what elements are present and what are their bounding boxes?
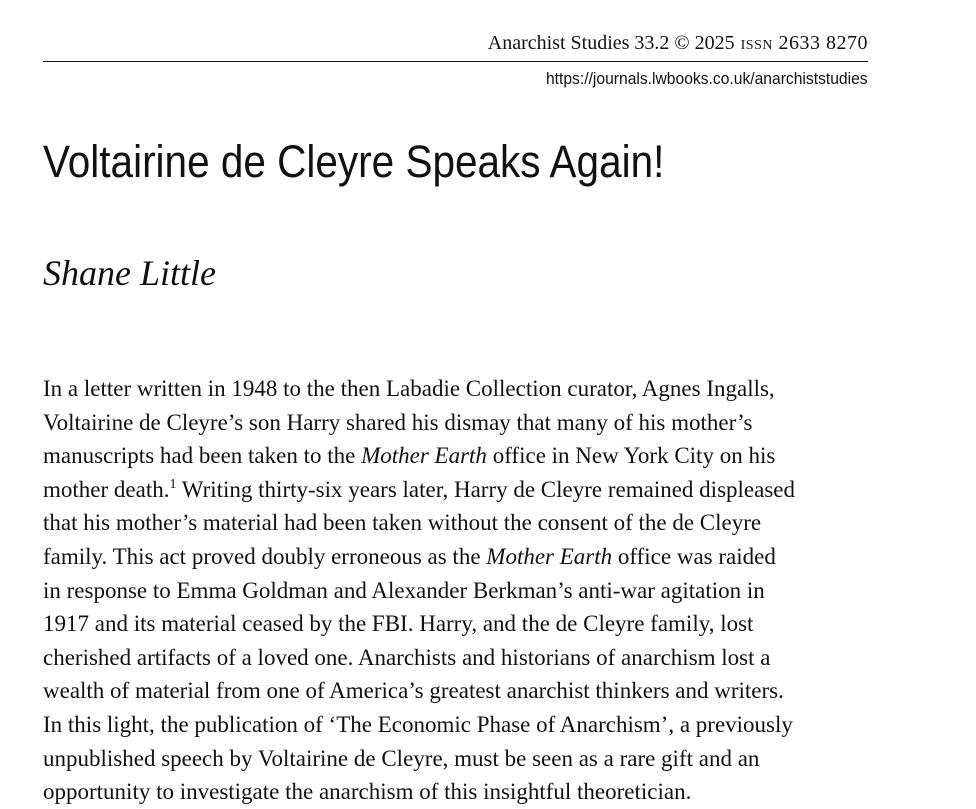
body-line: Voltairine de Cleyre’s son Harry shared his dismay that many of his mother’s [43, 409, 753, 435]
body-text-run: office was raided [612, 543, 776, 569]
body-line: that his mother’s material had been taken without the consent of the de Cleyre [43, 510, 762, 536]
body-text-run: Writing thirty-six years later, Harry de Cleyre remained displeased [176, 476, 795, 502]
journal-citation [488, 31, 868, 55]
body-line: In this light, the publication of ‘The Economic Phase of Anarchism’, a previously [43, 711, 793, 737]
article-author: Shane Little [43, 253, 216, 293]
body-text-run: office in New York City on his [486, 443, 776, 469]
publication-title: Mother Earth [486, 543, 613, 569]
body-text-run: family. This act proved doubly erroneous as the [43, 543, 487, 569]
body-line: cherished artifacts of a loved one. Anarchists and historians of anarchism lost a [43, 644, 771, 670]
journal-issue: Anarchist Studies 33.2 © 2025 [487, 32, 735, 54]
article-title: Voltairine de Cleyre Speaks Again! [43, 136, 665, 187]
body-text-run: manuscripts had been taken to the [43, 443, 362, 469]
journal-issn: issn 2633 8270 [740, 32, 868, 54]
body-line: 1917 and its material ceased by the FBI. Harry, and the de Cleyre family, lost [43, 611, 754, 637]
body-text-run: mother death. [43, 476, 170, 502]
body-line: unpublished speech by Voltairine de Cleyre, must be seen as a rare gift and an [43, 745, 760, 771]
body-line: In a letter written in 1948 to the then Labadie Collection curator, Agnes Ingalls, [43, 376, 775, 401]
body-line [43, 473, 873, 507]
publication-title: Mother Earth [361, 443, 487, 469]
body-line [43, 540, 873, 574]
body-line: in response to Emma Goldman and Alexander Berkman’s anti-war agitation in [43, 577, 765, 603]
body-line [43, 439, 873, 473]
footnote-marker[interactable]: 1 [169, 476, 177, 492]
journal-url[interactable]: https://journals.lwbooks.co.uk/anarchiststudies [546, 69, 868, 88]
body-paragraph [43, 372, 873, 809]
body-line: opportunity to investigate the anarchism of this insightful theoretician. [43, 779, 692, 805]
header-rule [43, 61, 868, 62]
article-page [43, 0, 868, 807]
body-line: wealth of material from one of America’s greatest anarchist thinkers and writers. [43, 678, 784, 704]
